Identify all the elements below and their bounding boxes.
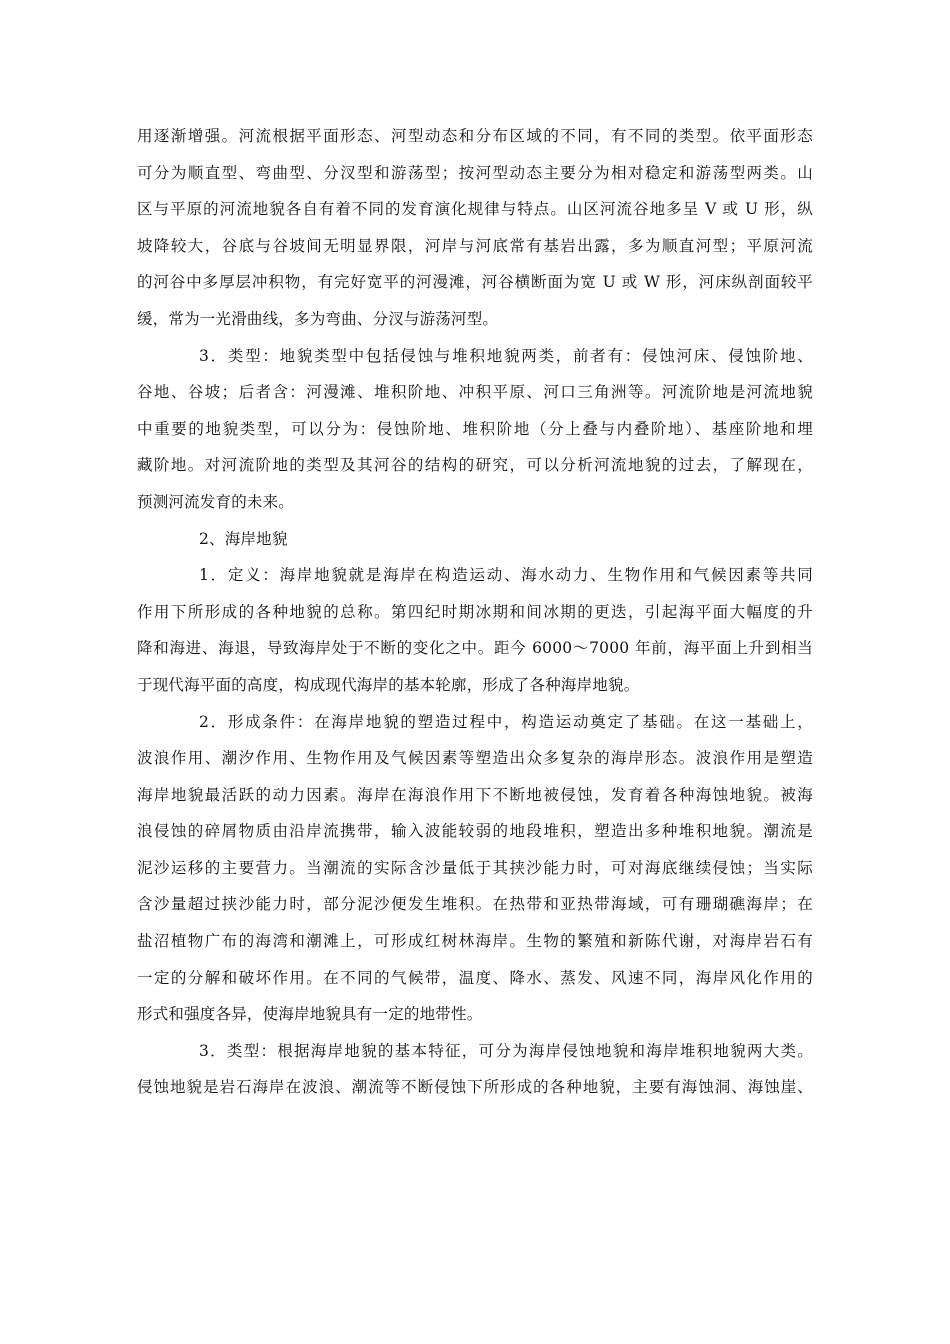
text-line: 浪侵蚀的碎屑物质由沿岸流携带，输入波能较弱的地段堆积，塑造出多种堆积地貌。潮流是 bbox=[137, 822, 813, 841]
coastal-section-heading: 2、海岸地貌 bbox=[199, 529, 288, 548]
text-line: 谷地、谷坡；后者含：河漫滩、堆积阶地、冲积平原、河口三角洲等。河流阶地是河流地貌 bbox=[137, 383, 813, 402]
text-line: 区与平原的河流地貌各自有着不同的发育演化规律与特点。山区河流谷地多呈 V 或 U 形，纵 bbox=[137, 200, 813, 219]
text-line: 的河谷中多厚层冲积物，有完好宽平的河漫滩，河谷横断面为宽 U 或 W 形，河床纵剖面较平 bbox=[137, 273, 813, 292]
coastal-conditions-paragraph bbox=[137, 704, 813, 1033]
text-line: 3．类型：地貌类型中包括侵蚀与堆积地貌两类，前者有：侵蚀河床、侵蚀阶地、 bbox=[199, 346, 813, 365]
text-line: 坡降较大，谷底与谷坡间无明显界限，河岸与河底常有基岩出露，多为顺直河型；平原河流 bbox=[137, 236, 813, 255]
text-line: 预测河流发育的未来。 bbox=[137, 492, 295, 511]
text-line: 2．形成条件：在海岸地貌的塑造过程中，构造运动奠定了基础。在这一基础上， bbox=[199, 712, 813, 731]
river-types-paragraph bbox=[137, 338, 813, 521]
text-line: 于现代海平面的高度，构成现代海岸的基本轮廓，形成了各种海岸地貌。 bbox=[137, 675, 640, 694]
text-line: 海岸地貌最活跃的动力因素。海岸在海浪作用下不断地被侵蚀，发育着各种海蚀地貌。被海 bbox=[137, 785, 813, 804]
text-line: 用逐渐增强。河流根据平面形态、河型动态和分布区域的不同，有不同的类型。依平面形态 bbox=[137, 127, 813, 145]
text-line: 形式和强度各异，使海岸地貌具有一定的地带性。 bbox=[137, 1005, 483, 1024]
coastal-types-paragraph bbox=[137, 1033, 813, 1106]
text-line: 3．类型：根据海岸地貌的基本特征，可分为海岸侵蚀地貌和海岸堆积地貌两大类。 bbox=[199, 1041, 813, 1060]
text-line: 藏阶地。对河流阶地的类型及其河谷的结构的研究，可以分析河流地貌的过去，了解现在， bbox=[137, 456, 813, 475]
text-line: 缓，常为一光滑曲线，多为弯曲、分汊与游荡河型。 bbox=[137, 309, 499, 328]
coastal-definition-paragraph bbox=[137, 557, 813, 703]
text-line: 可分为顺直型、弯曲型、分汊型和游荡型；按河型动态主要分为相对稳定和游荡型两类。山 bbox=[137, 163, 813, 182]
text-line: 中重要的地貌类型，可以分为：侵蚀阶地、堆积阶地（分上叠与内叠阶地）、基座阶地和埋 bbox=[137, 419, 813, 438]
document-body bbox=[137, 118, 813, 1106]
text-line: 波浪作用、潮汐作用、生物作用及气候因素等塑造出众多复杂的海岸形态。波浪作用是塑造 bbox=[137, 749, 813, 768]
text-line: 盐沼植物广布的海湾和潮滩上，可形成红树林海岸。生物的繁殖和新陈代谢，对海岸岩石有 bbox=[137, 932, 813, 951]
text-line: 一定的分解和破坏作用。在不同的气候带，温度、降水、蒸发、风速不同，海岸风化作用的 bbox=[137, 968, 813, 987]
river-section-continuation-paragraph bbox=[137, 118, 813, 338]
text-line: 泥沙运移的主要营力。当潮流的实际含沙量低于其挟沙能力时，可对海底继续侵蚀；当实际 bbox=[137, 858, 813, 877]
text-line: 降和海进、海退，导致海岸处于不断的变化之中。距今 6000～7000 年前，海平面上升到相当 bbox=[137, 639, 813, 658]
text-line: 1．定义：海岸地貌就是海岸在构造运动、海水动力、生物作用和气候因素等共同 bbox=[199, 566, 813, 585]
text-line: 侵蚀地貌是岩石海岸在波浪、潮流等不断侵蚀下所形成的各种地貌，主要有海蚀洞、海蚀崖、 bbox=[137, 1078, 813, 1097]
text-line: 作用下所形成的各种地貌的总称。第四纪时期冰期和间冰期的更迭，引起海平面大幅度的升 bbox=[137, 602, 813, 621]
text-line: 含沙量超过挟沙能力时，部分泥沙便发生堆积。在热带和亚热带海域，可有珊瑚礁海岸；在 bbox=[137, 895, 813, 914]
